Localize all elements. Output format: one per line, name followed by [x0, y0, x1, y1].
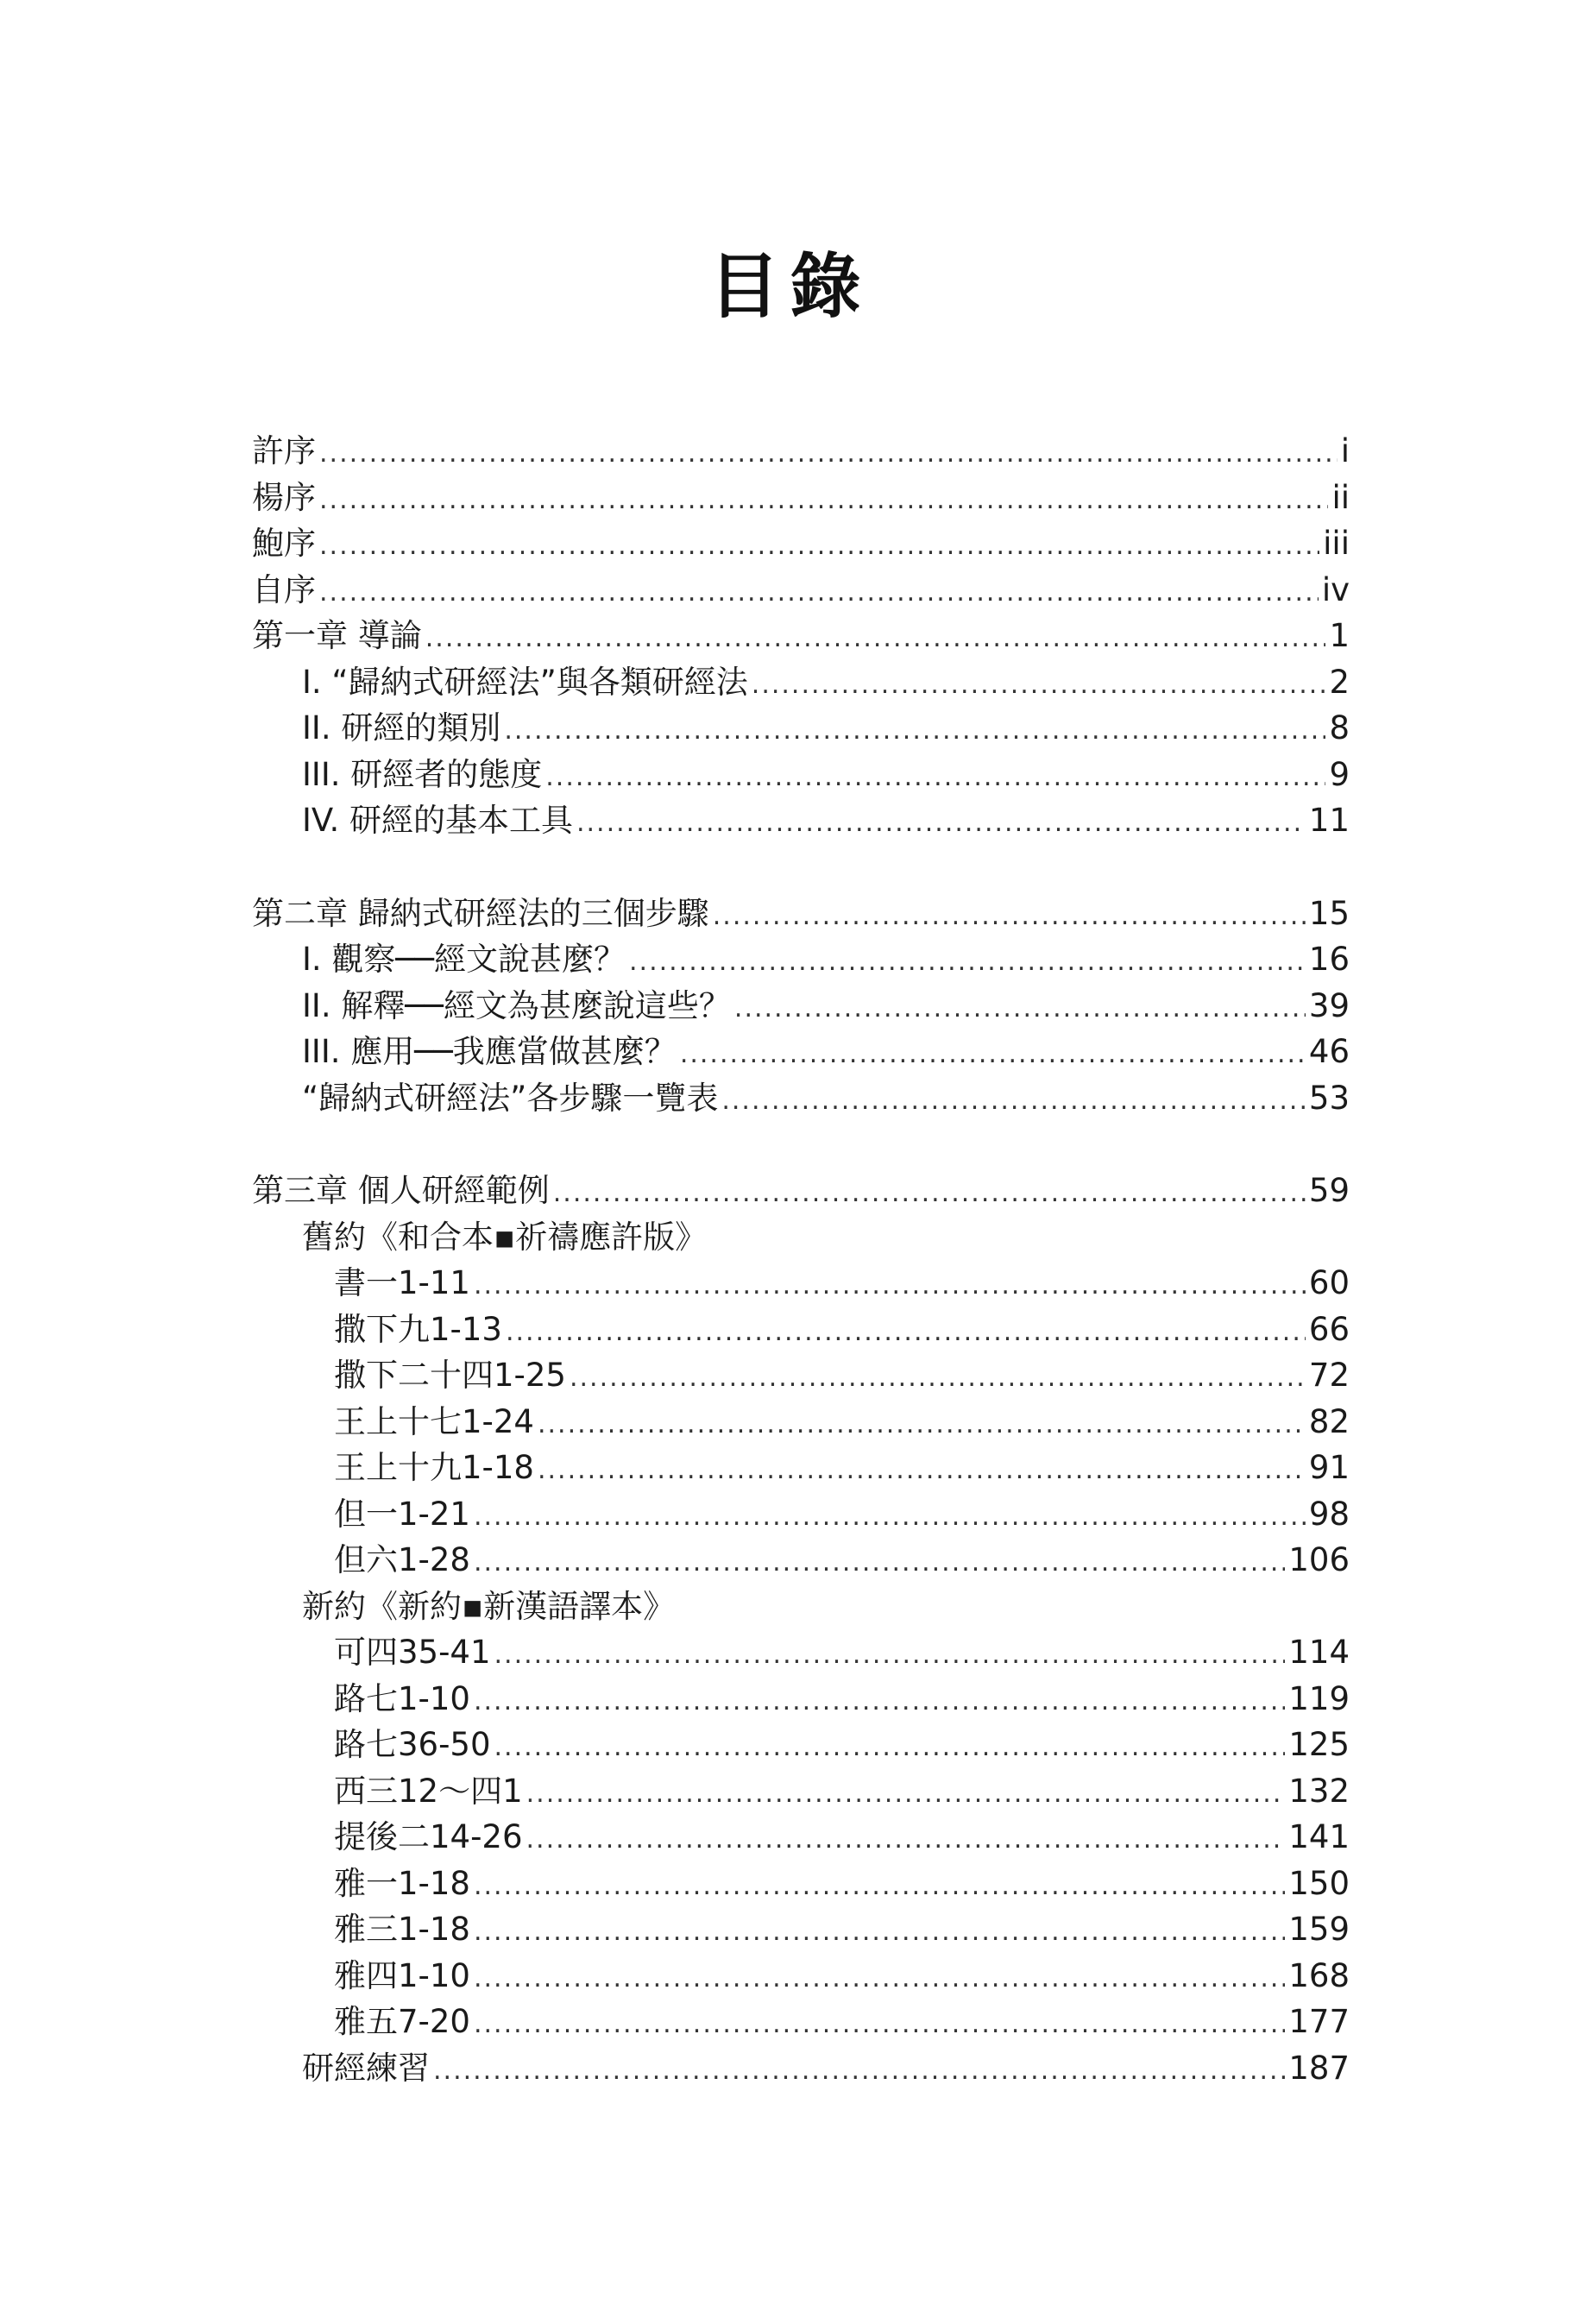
- toc-dot-leader: [433, 2048, 1285, 2094]
- toc-entry-label: “歸納式研經法”各步驟一覽表: [302, 1079, 719, 1117]
- toc-section-entry[interactable]: [252, 797, 1350, 844]
- toc-dot-leader: [474, 1494, 1306, 1540]
- toc-entry-label: 鮑序: [252, 525, 316, 562]
- toc-entry-page: 8: [1329, 709, 1350, 746]
- toc-passage-entry[interactable]: [252, 1445, 1350, 1491]
- toc-entry-page: 16: [1308, 941, 1350, 978]
- toc-entry-page: 46: [1308, 1033, 1350, 1070]
- toc-dot-leader: [504, 708, 1325, 754]
- toc-dot-leader: [553, 1170, 1306, 1217]
- toc-passage-entry[interactable]: [252, 1399, 1350, 1445]
- toc-entry-page: 82: [1308, 1402, 1350, 1440]
- toc-entry-label: 王上十七1-24: [334, 1402, 534, 1440]
- toc-entry-page: ii: [1331, 478, 1350, 516]
- page-title: 目錄: [708, 246, 872, 328]
- toc-dot-leader: [319, 431, 1338, 477]
- toc-entry[interactable]: [252, 475, 1350, 521]
- toc-passage-entry[interactable]: [252, 1629, 1350, 1676]
- toc-dot-leader: [474, 1263, 1306, 1309]
- toc-entry-label: 楊序: [252, 478, 316, 516]
- toc-entry-label: 撒下二十四1-25: [334, 1357, 566, 1394]
- toc-group-heading: [252, 1214, 1350, 1261]
- toc-entry-label: 路七36-50: [334, 1726, 491, 1763]
- toc-entry-label: 第三章 個人研經範例: [252, 1172, 550, 1209]
- toc-entry-page: 177: [1288, 2003, 1350, 2040]
- toc-passage-entry[interactable]: [252, 1906, 1350, 1953]
- toc-dot-leader: [538, 1401, 1306, 1448]
- toc-entry-label: 西三12～四1: [334, 1772, 523, 1810]
- toc-dot-leader: [713, 893, 1306, 940]
- toc-dot-leader: [474, 1956, 1285, 2002]
- toc-entry[interactable]: [252, 520, 1350, 567]
- toc-entry-page: 91: [1308, 1449, 1350, 1486]
- toc-dot-leader: [721, 1078, 1306, 1124]
- toc-entry-label: II. 解釋──經文為甚麼說這些？: [302, 986, 731, 1024]
- toc-group-heading: [252, 1584, 1350, 1630]
- toc-dot-leader: [526, 1771, 1286, 1817]
- toc-passage-entry[interactable]: [252, 1676, 1350, 1723]
- toc-section-entry[interactable]: [252, 1029, 1350, 1075]
- toc-entry-label: 撒下九1-13: [334, 1310, 502, 1348]
- toc-entry-label: IV. 研經的基本工具: [302, 802, 573, 839]
- toc-entry-page: 59: [1308, 1172, 1350, 1209]
- toc-entry-page: iii: [1323, 525, 1350, 562]
- toc-entry-page: 15: [1308, 894, 1350, 932]
- toc-entry-label: I. 觀察──經文說甚麼？: [302, 941, 626, 978]
- toc-entry-page: 187: [1288, 2049, 1350, 2087]
- toc-passage-entry[interactable]: [252, 1768, 1350, 1815]
- toc-entry-label: 但一1-21: [334, 1495, 470, 1533]
- toc-entry-page: 141: [1288, 1818, 1350, 1855]
- toc-section-entry[interactable]: [252, 1075, 1350, 1122]
- toc-entry-page: i: [1340, 432, 1350, 469]
- toc-entry-label: 書一1-11: [334, 1264, 470, 1301]
- toc-dot-leader: [506, 1309, 1306, 1356]
- toc-entry-page: 98: [1308, 1495, 1350, 1533]
- toc-entry-label: 可四35-41: [334, 1634, 491, 1671]
- toc-entry-label: 第一章 導論: [252, 617, 422, 654]
- toc-dot-leader: [425, 615, 1326, 662]
- toc-dot-leader: [734, 986, 1306, 1032]
- toc-entry-page: 132: [1288, 1772, 1350, 1810]
- toc-entry-label: 王上十九1-18: [334, 1449, 534, 1486]
- toc-dot-leader: [319, 523, 1319, 570]
- toc-section-entry[interactable]: [252, 659, 1350, 706]
- toc-entry-page: 168: [1288, 1956, 1350, 1994]
- toc-entry-label: 第二章 歸納式研經法的三個步驟: [252, 894, 709, 932]
- toc-entry-page: 11: [1308, 802, 1350, 839]
- toc-entry-label: II. 研經的類別: [302, 709, 501, 746]
- toc-entry-page: 1: [1329, 617, 1350, 654]
- toc-chapter-entry[interactable]: [252, 1168, 1350, 1214]
- toc-entry-page: 119: [1288, 1679, 1350, 1717]
- toc-dot-leader: [570, 1355, 1306, 1401]
- toc-dot-leader: [576, 800, 1306, 847]
- toc-entry[interactable]: [252, 428, 1350, 475]
- toc-dot-leader: [474, 1909, 1285, 1956]
- toc-entry-label: 新約《新約▪新漢語譯本》: [302, 1587, 676, 1625]
- table-of-contents: [252, 428, 1350, 2091]
- toc-passage-entry[interactable]: [252, 1537, 1350, 1584]
- toc-entry-page: 159: [1288, 1911, 1350, 1948]
- toc-entry-label: 雅四1-10: [334, 1956, 470, 1994]
- toc-dot-leader: [474, 1540, 1285, 1586]
- toc-entry-label: 提後二14-26: [334, 1818, 523, 1855]
- toc-entry-label: 路七1-10: [334, 1679, 470, 1717]
- toc-entry[interactable]: [252, 567, 1350, 614]
- toc-passage-entry[interactable]: [252, 1953, 1350, 2000]
- toc-entry-label: 雅一1-18: [334, 1864, 470, 1902]
- toc-dot-leader: [494, 1724, 1286, 1771]
- toc-entry-label: 舊約《和合本▪祈禱應許版》: [302, 1218, 708, 1256]
- toc-passage-entry[interactable]: [252, 1352, 1350, 1399]
- toc-chapter-entry[interactable]: [252, 613, 1350, 659]
- toc-passage-entry[interactable]: [252, 1491, 1350, 1538]
- toc-dot-leader: [474, 1863, 1285, 1910]
- toc-entry-label: I. “歸納式研經法”與各類研經法: [302, 663, 748, 701]
- toc-entry-page: 125: [1288, 1726, 1350, 1763]
- toc-dot-leader: [680, 1031, 1306, 1078]
- toc-section-entry[interactable]: [252, 2045, 1350, 2092]
- toc-entry-page: 114: [1288, 1634, 1350, 1671]
- toc-entry-label: III. 研經者的態度: [302, 755, 543, 793]
- toc-passage-entry[interactable]: [252, 1999, 1350, 2045]
- toc-section-entry[interactable]: [252, 983, 1350, 1030]
- toc-dot-leader: [474, 1678, 1285, 1725]
- toc-passage-entry[interactable]: [252, 1722, 1350, 1768]
- toc-chapter-entry[interactable]: [252, 891, 1350, 937]
- toc-entry-page: iv: [1321, 570, 1350, 608]
- toc-entry-label: 但六1-28: [334, 1541, 470, 1578]
- toc-entry-label: 自序: [252, 570, 316, 608]
- toc-passage-entry[interactable]: [252, 1307, 1350, 1353]
- toc-dot-leader: [538, 1447, 1306, 1494]
- toc-entry-page: 66: [1308, 1310, 1350, 1348]
- toc-dot-leader: [545, 754, 1325, 801]
- toc-dot-leader: [629, 939, 1306, 986]
- toc-passage-entry[interactable]: [252, 1861, 1350, 1907]
- toc-dot-leader: [319, 570, 1319, 616]
- toc-section-entry[interactable]: [252, 752, 1350, 798]
- toc-dot-leader: [474, 2001, 1285, 2048]
- toc-passage-entry[interactable]: [252, 1814, 1350, 1861]
- toc-entry-label: 研經練習: [302, 2049, 430, 2087]
- toc-entry-page: 39: [1308, 986, 1350, 1024]
- toc-entry-page: 72: [1308, 1357, 1350, 1394]
- toc-entry-label: 雅五7-20: [334, 2003, 470, 2040]
- toc-dot-leader: [319, 477, 1328, 524]
- toc-dot-leader: [752, 662, 1326, 709]
- toc-entry-page: 150: [1288, 1864, 1350, 1902]
- toc-entry-page: 53: [1308, 1079, 1350, 1117]
- toc-section-entry[interactable]: [252, 705, 1350, 752]
- toc-dot-leader: [494, 1632, 1286, 1678]
- toc-passage-entry[interactable]: [252, 1260, 1350, 1307]
- toc-dot-leader: [526, 1817, 1286, 1863]
- toc-entry-page: 9: [1329, 755, 1350, 793]
- toc-entry-label: III. 應用──我應當做甚麼？: [302, 1033, 677, 1070]
- toc-entry-label: 許序: [252, 432, 316, 469]
- toc-entry-page: 106: [1288, 1541, 1350, 1578]
- toc-entry-page: 60: [1308, 1264, 1350, 1301]
- toc-entry-page: 2: [1329, 663, 1350, 701]
- toc-section-entry[interactable]: [252, 936, 1350, 983]
- toc-entry-label: 雅三1-18: [334, 1911, 470, 1948]
